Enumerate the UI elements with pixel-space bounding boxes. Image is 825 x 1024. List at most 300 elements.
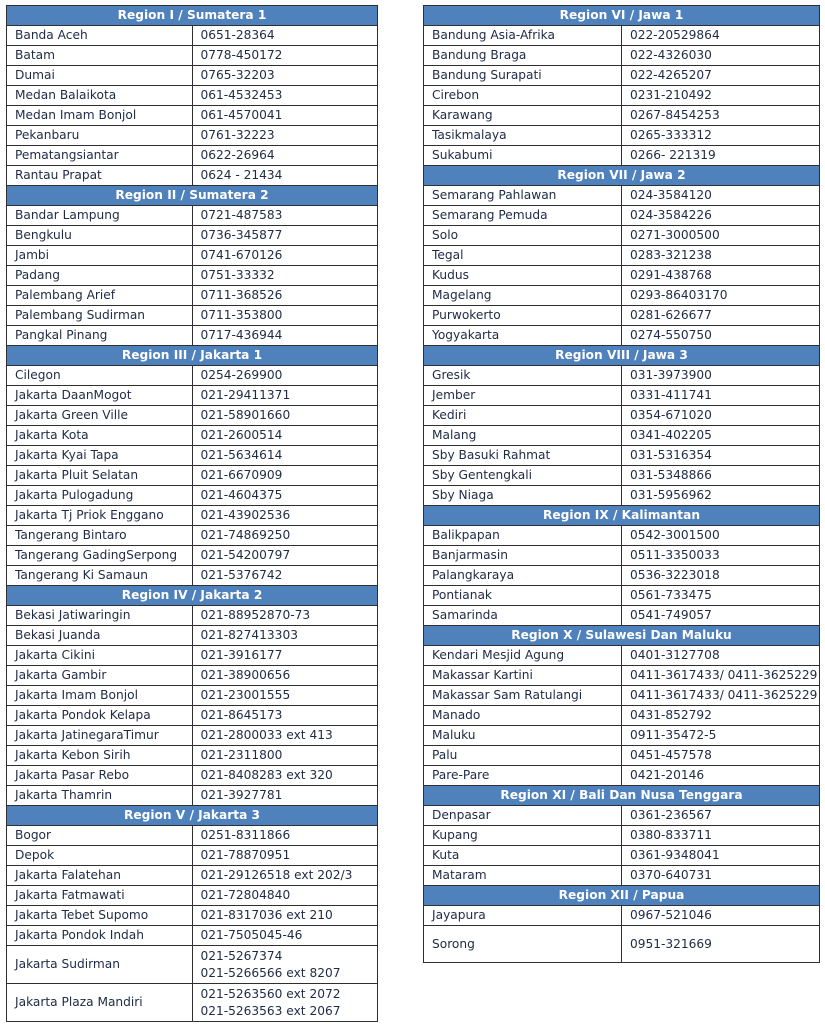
region-header bbox=[424, 346, 820, 366]
branch-name: Bekasi Juanda bbox=[7, 626, 193, 646]
phone-number: 0751-33332 bbox=[200, 268, 275, 282]
branch-row bbox=[424, 586, 820, 606]
branch-name: Tangerang Bintaro bbox=[7, 526, 193, 546]
branch-name: Banda Aceh bbox=[7, 26, 193, 46]
branch-name: Jambi bbox=[7, 246, 193, 266]
branch-row bbox=[7, 686, 378, 706]
branch-name: Sukabumi bbox=[424, 146, 622, 166]
branch-row bbox=[7, 906, 378, 926]
branch-row bbox=[7, 866, 378, 886]
branch-row bbox=[424, 466, 820, 486]
phone-number: 0370-640731 bbox=[630, 868, 712, 882]
branch-name: Cirebon bbox=[424, 86, 622, 106]
branch-row bbox=[424, 846, 820, 866]
region-title: Region III / Jakarta 1 bbox=[7, 346, 378, 366]
phone-number: 021-5263560 ext 2072 bbox=[200, 986, 341, 1001]
phone-number: 021-23001555 bbox=[200, 688, 291, 702]
branch-name: Bandung Asia-Afrika bbox=[424, 26, 622, 46]
directory-table-right bbox=[423, 5, 820, 963]
branch-phone bbox=[622, 286, 820, 306]
branch-phone bbox=[192, 166, 378, 186]
region-title: Region IV / Jakarta 2 bbox=[7, 586, 378, 606]
branch-row bbox=[7, 706, 378, 726]
branch-name: Depok bbox=[7, 846, 193, 866]
branch-name: Gresik bbox=[424, 366, 622, 386]
branch-name: Tegal bbox=[424, 246, 622, 266]
branch-row bbox=[7, 406, 378, 426]
branch-row bbox=[424, 306, 820, 326]
branch-name: Bengkulu bbox=[7, 226, 193, 246]
branch-row bbox=[7, 366, 378, 386]
region-header bbox=[424, 6, 820, 26]
branch-name: Jakarta Pluit Selatan bbox=[7, 466, 193, 486]
branch-phone bbox=[192, 606, 378, 626]
region-title: Region VIII / Jawa 3 bbox=[424, 346, 820, 366]
branch-phone bbox=[622, 66, 820, 86]
region-title: Region VII / Jawa 2 bbox=[424, 166, 820, 186]
branch-row bbox=[424, 326, 820, 346]
branch-phone bbox=[192, 146, 378, 166]
branch-name: Denpasar bbox=[424, 806, 622, 826]
branch-row bbox=[7, 886, 378, 906]
branch-phone bbox=[192, 726, 378, 746]
branch-row bbox=[424, 386, 820, 406]
branch-row bbox=[424, 566, 820, 586]
branch-name: Jakarta Kebon Sirih bbox=[7, 746, 193, 766]
branch-phone bbox=[622, 686, 820, 706]
branch-name: Jakarta Tebet Supomo bbox=[7, 906, 193, 926]
branch-phone bbox=[192, 506, 378, 526]
branch-name: Jakarta Gambir bbox=[7, 666, 193, 686]
branch-phone bbox=[192, 526, 378, 546]
phone-number: 021-3916177 bbox=[200, 648, 283, 662]
branch-phone bbox=[192, 406, 378, 426]
phone-number: 021-2600514 bbox=[200, 428, 283, 442]
branch-phone bbox=[622, 386, 820, 406]
branch-row bbox=[7, 326, 378, 346]
phone-number: 031-5316354 bbox=[630, 448, 712, 462]
phone-number: 0274-550750 bbox=[630, 328, 712, 342]
phone-number: 0267-8454253 bbox=[630, 108, 720, 122]
branch-name: Pematangsiantar bbox=[7, 146, 193, 166]
phone-number: 0451-457578 bbox=[630, 748, 712, 762]
branch-row bbox=[424, 706, 820, 726]
branch-name: Medan Balaikota bbox=[7, 86, 193, 106]
branch-row bbox=[7, 826, 378, 846]
branch-phone bbox=[192, 386, 378, 406]
phone-number: 022-4265207 bbox=[630, 68, 712, 82]
branch-phone bbox=[192, 286, 378, 306]
phone-number: 021-5267374 bbox=[200, 948, 283, 963]
branch-phone bbox=[192, 686, 378, 706]
branch-phone bbox=[622, 366, 820, 386]
phone-number: 031-5956962 bbox=[630, 488, 712, 502]
branch-row bbox=[424, 186, 820, 206]
phone-number: 021-2800033 ext 413 bbox=[200, 728, 333, 742]
branch-row bbox=[7, 226, 378, 246]
branch-name: Sby Basuki Rahmat bbox=[424, 446, 622, 466]
phone-number: 0401-3127708 bbox=[630, 648, 720, 662]
branch-phone bbox=[192, 566, 378, 586]
branch-phone bbox=[192, 46, 378, 66]
branch-row bbox=[7, 46, 378, 66]
branch-name: Jayapura bbox=[424, 906, 622, 926]
branch-row bbox=[7, 86, 378, 106]
phone-number: 021-88952870-73 bbox=[200, 608, 311, 622]
branch-name: Semarang Pemuda bbox=[424, 206, 622, 226]
branch-row bbox=[7, 526, 378, 546]
phone-number: 022-20529864 bbox=[630, 28, 720, 42]
branch-row bbox=[7, 146, 378, 166]
branch-name: Semarang Pahlawan bbox=[424, 186, 622, 206]
phone-number: 0361-9348041 bbox=[630, 848, 720, 862]
branch-name: Jakarta Falatehan bbox=[7, 866, 193, 886]
branch-phone bbox=[192, 906, 378, 926]
phone-number: 0717-436944 bbox=[200, 328, 283, 342]
region-header bbox=[7, 586, 378, 606]
branch-phone bbox=[622, 306, 820, 326]
region-title: Region V / Jakarta 3 bbox=[7, 806, 378, 826]
phone-number: 0266- 221319 bbox=[630, 148, 716, 162]
phone-number: 021-72804840 bbox=[200, 888, 291, 902]
phone-number: 0736-345877 bbox=[200, 228, 283, 242]
branch-name: Jakarta Tj Priok Enggano bbox=[7, 506, 193, 526]
branch-row bbox=[7, 206, 378, 226]
branch-name: Makassar Kartini bbox=[424, 666, 622, 686]
branch-name: Bandung Braga bbox=[424, 46, 622, 66]
branch-name: Tasikmalaya bbox=[424, 126, 622, 146]
branch-name: Jakarta Kyai Tapa bbox=[7, 446, 193, 466]
branch-phone bbox=[192, 86, 378, 106]
branch-phone bbox=[192, 666, 378, 686]
branch-phone bbox=[622, 146, 820, 166]
phone-number: 021-827413303 bbox=[200, 628, 298, 642]
branch-phone bbox=[192, 206, 378, 226]
region-title: Region XII / Papua bbox=[424, 886, 820, 906]
branch-phone bbox=[622, 266, 820, 286]
branch-row bbox=[7, 946, 378, 984]
branch-name: Kediri bbox=[424, 406, 622, 426]
branch-row bbox=[424, 426, 820, 446]
phone-number: 021-29411371 bbox=[200, 388, 291, 402]
phone-number: 021-7505045-46 bbox=[200, 928, 303, 942]
branch-name: Jakarta Green Ville bbox=[7, 406, 193, 426]
branch-row bbox=[424, 366, 820, 386]
phone-number: 0561-733475 bbox=[630, 588, 712, 602]
branch-phone bbox=[622, 826, 820, 846]
phone-number: 0411-3617433/ 0411-3625229 bbox=[630, 668, 818, 682]
region-title: Region IX / Kalimantan bbox=[424, 506, 820, 526]
phone-number: 0271-3000500 bbox=[630, 228, 720, 242]
phone-number: 0283-321238 bbox=[630, 248, 712, 262]
branch-phone bbox=[622, 606, 820, 626]
region-header bbox=[7, 186, 378, 206]
phone-number: 024-3584226 bbox=[630, 208, 712, 222]
branch-name: Jakarta Fatmawati bbox=[7, 886, 193, 906]
branch-row bbox=[7, 626, 378, 646]
phone-number: 0778-450172 bbox=[200, 48, 283, 62]
branch-phone bbox=[192, 646, 378, 666]
branch-row bbox=[7, 126, 378, 146]
branch-row bbox=[424, 26, 820, 46]
phone-number: 021-3927781 bbox=[200, 788, 283, 802]
branch-name: Jakarta Cikini bbox=[7, 646, 193, 666]
branch-phone bbox=[622, 486, 820, 506]
left-column bbox=[6, 5, 378, 1022]
branch-name: Pare-Pare bbox=[424, 766, 622, 786]
phone-number: 061-4570041 bbox=[200, 108, 283, 122]
phone-number: 0254-269900 bbox=[200, 368, 283, 382]
branch-phone bbox=[622, 46, 820, 66]
branch-name: Cilegon bbox=[7, 366, 193, 386]
branch-phone bbox=[622, 426, 820, 446]
branch-row bbox=[424, 726, 820, 746]
branch-name: Maluku bbox=[424, 726, 622, 746]
branch-phone bbox=[192, 126, 378, 146]
branch-phone bbox=[622, 326, 820, 346]
branch-phone bbox=[622, 566, 820, 586]
branch-row bbox=[424, 126, 820, 146]
phone-number: 022-4326030 bbox=[630, 48, 712, 62]
phone-number: 0361-236567 bbox=[630, 808, 712, 822]
branch-phone bbox=[622, 866, 820, 886]
branch-row bbox=[7, 246, 378, 266]
region-title: Region II / Sumatera 2 bbox=[7, 186, 378, 206]
branch-row bbox=[424, 246, 820, 266]
branch-phone bbox=[192, 226, 378, 246]
region-header bbox=[424, 506, 820, 526]
branch-name: Makassar Sam Ratulangi bbox=[424, 686, 622, 706]
branch-name: Bekasi Jatiwaringin bbox=[7, 606, 193, 626]
branch-row bbox=[424, 526, 820, 546]
branch-name: Samarinda bbox=[424, 606, 622, 626]
branch-name: Jakarta Kota bbox=[7, 426, 193, 446]
phone-number: 0293-86403170 bbox=[630, 288, 728, 302]
phone-number: 0967-521046 bbox=[630, 908, 712, 922]
branch-name: Palangkaraya bbox=[424, 566, 622, 586]
phone-number: 021-38900656 bbox=[200, 668, 291, 682]
branch-row bbox=[424, 666, 820, 686]
branch-row bbox=[424, 806, 820, 826]
branch-row bbox=[7, 166, 378, 186]
branch-name: Tangerang Ki Samaun bbox=[7, 566, 193, 586]
branch-row bbox=[424, 266, 820, 286]
branch-row bbox=[424, 486, 820, 506]
branch-phone bbox=[622, 746, 820, 766]
branch-name: Manado bbox=[424, 706, 622, 726]
branch-name: Sorong bbox=[424, 926, 622, 963]
branch-phone bbox=[192, 826, 378, 846]
branch-phone bbox=[192, 706, 378, 726]
branch-row bbox=[424, 906, 820, 926]
branch-name: Jember bbox=[424, 386, 622, 406]
phone-number: 024-3584120 bbox=[630, 188, 712, 202]
branch-phone bbox=[192, 866, 378, 886]
branch-phone bbox=[622, 446, 820, 466]
branch-phone bbox=[622, 926, 820, 963]
branch-name: Tangerang GadingSerpong bbox=[7, 546, 193, 566]
branch-row bbox=[7, 266, 378, 286]
branch-name: Magelang bbox=[424, 286, 622, 306]
phone-number: 0411-3617433/ 0411-3625229 bbox=[630, 688, 818, 702]
region-title: Region VI / Jawa 1 bbox=[424, 6, 820, 26]
branch-row bbox=[424, 46, 820, 66]
branch-row bbox=[424, 546, 820, 566]
branch-phone bbox=[192, 66, 378, 86]
phone-number: 021-58901660 bbox=[200, 408, 291, 422]
branch-name: Kupang bbox=[424, 826, 622, 846]
phone-number: 0622-26964 bbox=[200, 148, 275, 162]
region-header bbox=[7, 346, 378, 366]
branch-row bbox=[424, 286, 820, 306]
branch-phone bbox=[192, 266, 378, 286]
region-header bbox=[424, 786, 820, 806]
branch-name: Jakarta Pondok Kelapa bbox=[7, 706, 193, 726]
phone-number: 0421-20146 bbox=[630, 768, 705, 782]
phone-number: 021-74869250 bbox=[200, 528, 291, 542]
phone-number: 0651-28364 bbox=[200, 28, 275, 42]
right-column bbox=[423, 5, 820, 963]
branch-row bbox=[7, 546, 378, 566]
directory-table-left bbox=[6, 5, 378, 1022]
branch-name: Solo bbox=[424, 226, 622, 246]
branch-phone bbox=[192, 366, 378, 386]
branch-phone bbox=[192, 466, 378, 486]
branch-phone bbox=[192, 326, 378, 346]
phone-number: 021-29126518 ext 202/3 bbox=[200, 868, 353, 882]
region-header bbox=[7, 6, 378, 26]
branch-name: Jakarta Pondok Indah bbox=[7, 926, 193, 946]
branch-name: Palembang Sudirman bbox=[7, 306, 193, 326]
branch-row bbox=[424, 226, 820, 246]
phone-number: 0231-210492 bbox=[630, 88, 712, 102]
branch-phone bbox=[192, 746, 378, 766]
branch-phone bbox=[622, 806, 820, 826]
branch-name: Padang bbox=[7, 266, 193, 286]
branch-row bbox=[7, 386, 378, 406]
branch-name: Jakarta Thamrin bbox=[7, 786, 193, 806]
branch-name: Kuta bbox=[424, 846, 622, 866]
phone-number: 0265-333312 bbox=[630, 128, 712, 142]
phone-number: 0281-626677 bbox=[630, 308, 712, 322]
branch-phone bbox=[622, 526, 820, 546]
phone-number: 021-5263563 ext 2067 bbox=[200, 1003, 341, 1018]
branch-name: Bogor bbox=[7, 826, 193, 846]
phone-number: 0341-402205 bbox=[630, 428, 712, 442]
branch-phone bbox=[622, 86, 820, 106]
phone-number: 061-4532453 bbox=[200, 88, 283, 102]
branch-phone bbox=[192, 984, 378, 1022]
region-header bbox=[7, 806, 378, 826]
branch-row bbox=[7, 984, 378, 1022]
branch-phone bbox=[192, 546, 378, 566]
branch-name: Purwokerto bbox=[424, 306, 622, 326]
phone-number: 021-6670909 bbox=[200, 468, 283, 482]
branch-phone bbox=[192, 106, 378, 126]
branch-row bbox=[424, 746, 820, 766]
branch-name: Banjarmasin bbox=[424, 546, 622, 566]
branch-name: Jakarta Pasar Rebo bbox=[7, 766, 193, 786]
branch-name: Bandar Lampung bbox=[7, 206, 193, 226]
branch-name: Jakarta JatinegaraTimur bbox=[7, 726, 193, 746]
branch-phone bbox=[622, 706, 820, 726]
branch-phone bbox=[192, 446, 378, 466]
branch-name: Bandung Surapati bbox=[424, 66, 622, 86]
branch-phone bbox=[622, 666, 820, 686]
branch-row bbox=[424, 866, 820, 886]
branch-phone bbox=[622, 646, 820, 666]
branch-phone bbox=[192, 766, 378, 786]
branch-row bbox=[7, 786, 378, 806]
branch-row bbox=[7, 286, 378, 306]
branch-phone bbox=[192, 426, 378, 446]
branch-phone bbox=[192, 946, 378, 984]
branch-name: Balikpapan bbox=[424, 526, 622, 546]
branch-name: Pangkal Pinang bbox=[7, 326, 193, 346]
region-title: Region I / Sumatera 1 bbox=[7, 6, 378, 26]
branch-row bbox=[7, 106, 378, 126]
branch-name: Jakarta Pulogadung bbox=[7, 486, 193, 506]
phone-number: 0765-32203 bbox=[200, 68, 275, 82]
branch-row bbox=[424, 606, 820, 626]
branch-phone bbox=[192, 486, 378, 506]
region-header bbox=[424, 166, 820, 186]
branch-row bbox=[424, 766, 820, 786]
branch-name: Dumai bbox=[7, 66, 193, 86]
branch-row bbox=[424, 106, 820, 126]
phone-number: 031-3973900 bbox=[630, 368, 712, 382]
branch-name: Sby Niaga bbox=[424, 486, 622, 506]
branch-row bbox=[424, 926, 820, 963]
branch-name: Jakarta Sudirman bbox=[7, 946, 193, 984]
branch-row bbox=[7, 846, 378, 866]
phone-number: 0911-35472-5 bbox=[630, 728, 717, 742]
phone-number: 021-78870951 bbox=[200, 848, 291, 862]
phone-number: 0431-852792 bbox=[630, 708, 712, 722]
phone-number: 031-5348866 bbox=[630, 468, 712, 482]
branch-row bbox=[7, 306, 378, 326]
branch-row bbox=[7, 666, 378, 686]
branch-phone bbox=[622, 766, 820, 786]
branch-row bbox=[424, 146, 820, 166]
branch-phone bbox=[622, 466, 820, 486]
branch-row bbox=[424, 406, 820, 426]
branch-name: Palembang Arief bbox=[7, 286, 193, 306]
branch-name: Karawang bbox=[424, 106, 622, 126]
phone-number: 021-54200797 bbox=[200, 548, 291, 562]
branch-name: Rantau Prapat bbox=[7, 166, 193, 186]
branch-row bbox=[424, 826, 820, 846]
branch-row bbox=[7, 446, 378, 466]
branch-row bbox=[7, 606, 378, 626]
branch-phone bbox=[622, 206, 820, 226]
branch-row bbox=[7, 646, 378, 666]
phone-number: 0251-8311866 bbox=[200, 828, 291, 842]
branch-phone bbox=[192, 926, 378, 946]
branch-phone bbox=[192, 846, 378, 866]
branch-phone bbox=[192, 26, 378, 46]
phone-number: 0331-411741 bbox=[630, 388, 712, 402]
branch-phone bbox=[192, 626, 378, 646]
branch-phone bbox=[192, 786, 378, 806]
phone-number: 0542-3001500 bbox=[630, 528, 720, 542]
branch-phone bbox=[622, 406, 820, 426]
region-header bbox=[424, 626, 820, 646]
branch-phone bbox=[192, 246, 378, 266]
phone-number: 021-43902536 bbox=[200, 508, 291, 522]
branch-row bbox=[7, 726, 378, 746]
phone-number: 0354-671020 bbox=[630, 408, 712, 422]
